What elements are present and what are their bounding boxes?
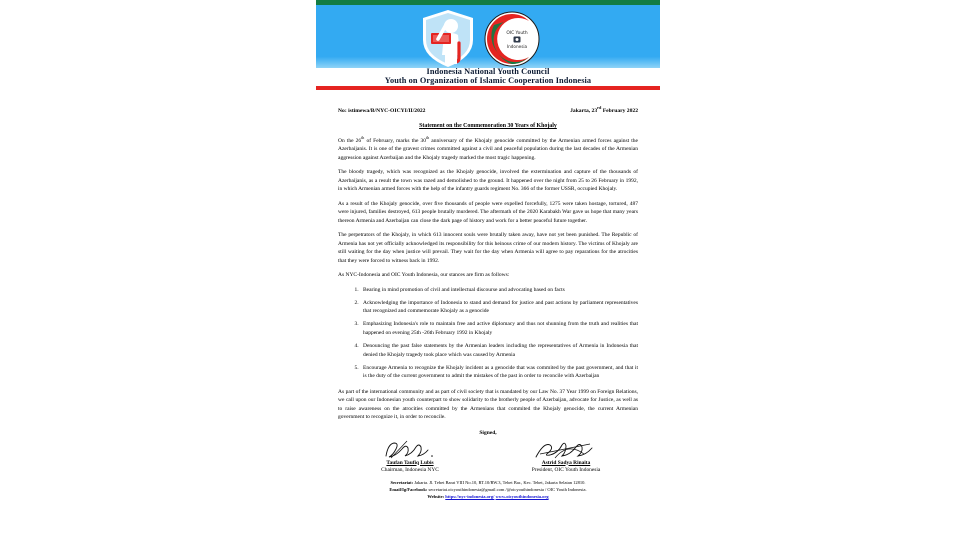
signatory-name: Astrid Sadya Rinaita [541,459,591,466]
signatory-block-chairman [344,440,476,474]
handwritten-signature-icon [344,440,476,460]
signatory-name: Taufan Taufiq Lubis [386,459,434,466]
signed-label: Signed, [479,429,497,436]
document-page [316,0,660,540]
letterhead-banner [316,0,660,97]
website-link-nyc[interactable]: https://nyc-indonesia.org/ [445,493,495,499]
signatory-title: Chairman, Indonesia NYC [381,467,439,474]
footer-email-label: Email/Ig/Facebook: [389,486,428,492]
indonesia-national-youth-council-logo [420,9,476,69]
place-and-date: Jakarta, 23rd February 2022 [570,105,638,114]
paragraph-1: On the 26th of February, marks the 30th anniversary of the Khojaly genocide committed by the Armenian armed forces against the Azerbaijanis. It is one of the gravest crimes committed against a civil and peaceful population during the last decades of the Armenian aggression against Azerbaijan and the Khojaly tragedy marked the most tragic happening. [338,134,638,161]
reference-number: No: istimewa/B/NYC-OICYI/II/2022 [338,107,426,114]
stances-list [338,286,638,381]
handwritten-signature-icon [500,440,632,460]
signature-president [500,440,632,460]
signature-chairman [344,440,476,460]
org-name-line-1: Indonesia National Youth Council [426,67,550,76]
signatory-block-president [500,440,632,474]
paragraph-2: The bloody tragedy, which was recognized as the Khojaly genocide, involved the extermination and capture of the thousands of Azerbaijanis, as a result the town was razed and demolished to the ground. It happened over the night from 25 to 26 February in 1992, in which Armenian armed forces with the help of the infantry guards regiment No. 366 of the former USSR, occupied Khojaly. [338,169,638,193]
list-item: 3. Emphasizing Indonesia's role to maintain free and active diplomacy and thus not shunning from the truth and realities that happened on evening 25th -26th February 1992 in Khojaly [360,320,638,337]
closing-paragraph: As part of the international community and as part of civil society that is mandated by our Law No. 37 Year 1999 on Foreign Relations, we call upon our Indonesian youth counterpart to show solidarity to the brotherly people of Azerbaijan, advocate for Justice, as well as to raise awareness on the atrocities committed by the Armenians that commited the Khojaly genocide, the current Armenian government to recognize it, in order to reconcile. [338,388,638,421]
stances-intro: As NYC-Indonesia and OIC Youth Indonesia, our stances are firm as follows: [338,272,510,279]
org-name-line-2: Youth on Organization of Islamic Cooperation Indonesia [384,76,592,86]
footer-email-value: secretariat.oicyouthindonesia@gmail.com /@oicyouthindonesia / OIC Youth Indonesia. [427,486,587,492]
paragraph-4: The perpetrators of the Khojaly, in which 613 innocent souls were brutally taken away, have not yet been punished. The Republic of Armenia has not yet officially acknowledged its responsibility for this heinous crime of our modern history. The victims of Khojaly are still waiting for the day when justice will prevail. They wait for the day when Armenia will agree to pay reparations for the atrocities that they were forced to witness back in 1992. [338,232,638,264]
page-title: Statement on the Commemoration 30 Years of Khojaly [419,122,557,129]
oic-logo-text-bottom: Indonesia [506,44,528,49]
website-link-oicyouth[interactable]: www.oicyouthindonesia.org [495,493,549,499]
banner-red-bar [316,86,660,90]
logo-group [316,8,660,70]
footer-email [352,487,624,494]
paragraph-3: As a result of the Khojaly genocide, over five thousands of people were expelled forcefully, 1275 were taken hostage, tortured, 487 were injured, families destroyed, 613 people brutally murdered. The aftermath of the 2020 Karabakh War gave us hope that many years thereon Armenia and Azerbaijan can close the dark page of history and work for a better peaceful future together. [338,200,638,224]
footer-secretariat [352,480,624,487]
list-item: 5. Encourage Armenia to recognize the Khojaly incident as a genocide that was commited by the past government, and that it is the duty of the current government to admit the mistakes of the past in order to reconcile with Azerbaijan [360,364,638,381]
footer-secretariat-label: Secretariat: [390,480,414,486]
organization-names [316,67,660,86]
footer-secretariat-value: Jakarta. Jl. Tebet Barat VIII No.10, RT.10/RW.3, Tebet Bar., Kec. Tebet, Jakarta Selatan 12810. [413,480,586,486]
oic-youth-indonesia-logo [484,11,540,67]
letter-footer [338,480,638,500]
list-item: 1. Bearing in mind promotion of civil and intellectual discourse and advocating based on facts [360,286,638,295]
signature-row [338,440,638,474]
signatory-title: President, OIC Youth Indonesia [531,467,601,474]
footer-website [352,494,624,501]
footer-website-label: Website: [427,493,445,499]
list-item: 2. Acknowledging the importance of Indonesia to stand and demand for justice and past actions by parliament representatives that recognized and commemorate Khojaly as a genocide [360,299,638,316]
letter-body [316,97,660,500]
letter-meta-row [338,105,638,114]
oic-logo-text-top: OIC Youth [506,31,528,36]
list-item: 4. Denouncing the past false statements by the Armenian leaders including the representatives of Armenia in Indonesia that denied the Khojaly tragedy took place which was caused by Armenia [360,342,638,359]
